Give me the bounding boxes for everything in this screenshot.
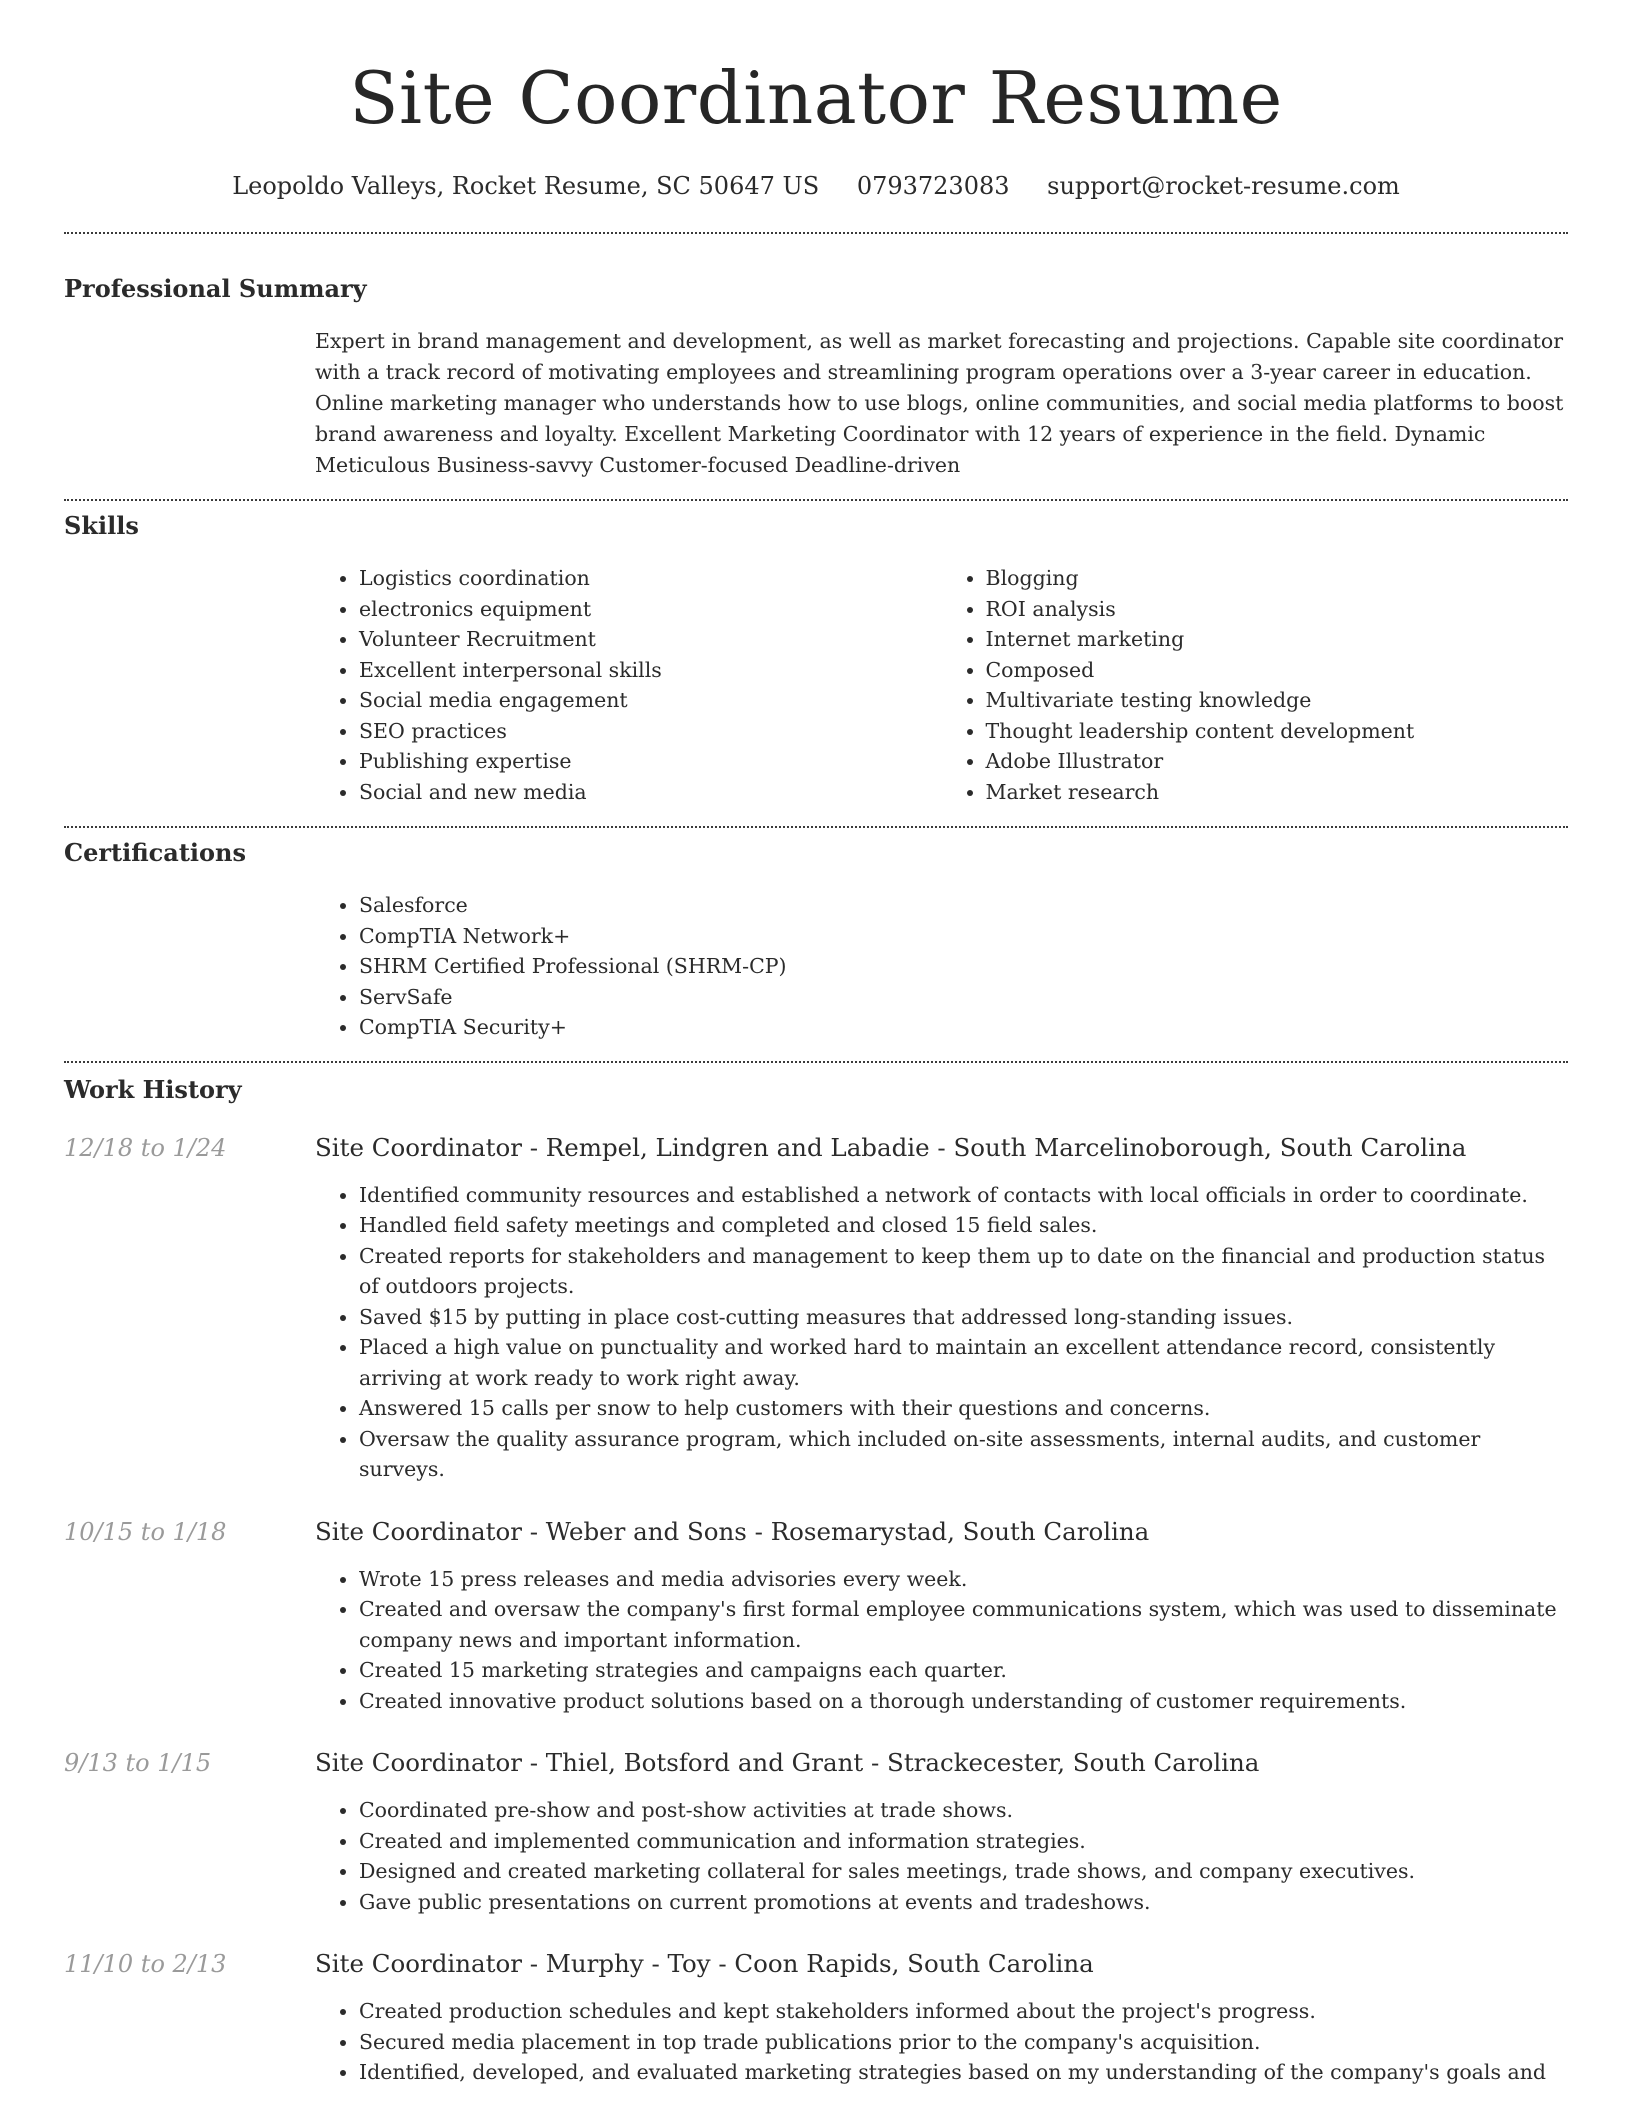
job-bullet: • Created reports for stakeholders and management to keep them up to date on the financial and production status of outdoors projects. <box>359 1241 1568 1302</box>
skills-list <box>315 563 1568 807</box>
certification-item: • CompTIA Security+ <box>359 1012 1568 1043</box>
job-bullet: • Placed a high value on punctuality and worked hard to maintain an excellent attendance record, consistently arriving at work ready to work right away. <box>359 1332 1568 1393</box>
job-bullets <box>315 1996 1568 2088</box>
job-bullet: • Designed and created marketing collateral for sales meetings, trade shows, and company executives. <box>359 1856 1568 1887</box>
divider <box>64 499 1568 501</box>
contact-email: support@rocket-resume.com <box>1047 172 1400 200</box>
job-bullet: • Identified community resources and established a network of contacts with local officials in order to coordinate. <box>359 1180 1568 1211</box>
job-bullet: • Coordinated pre-show and post-show activities at trade shows. <box>359 1795 1568 1826</box>
skills-column-right <box>942 563 1569 807</box>
job-title: Site Coordinator - Thiel, Botsford and Grant - Strackecester, South Carolina <box>315 1748 1260 1777</box>
work-history-heading: Work History <box>64 1074 242 1104</box>
skills-heading: Skills <box>64 511 139 540</box>
job-entry <box>64 1747 1568 1779</box>
job-bullet: • Gave public presentations on current promotions at events and tradeshows. <box>359 1887 1568 1918</box>
skills-column-left <box>315 563 942 807</box>
summary-heading: Professional Summary <box>64 274 367 303</box>
job-bullet: • Handled field safety meetings and completed and closed 15 field sales. <box>359 1210 1568 1241</box>
job-bullet: • Created production schedules and kept stakeholders informed about the project's progress. <box>359 1996 1568 2027</box>
resume-title: Site Coordinator Resume <box>349 56 1283 140</box>
divider <box>64 1061 1568 1063</box>
skill-item: • ROI analysis <box>986 594 1569 625</box>
skill-item: • Social and new media <box>359 777 942 808</box>
skill-item: • Social media engagement <box>359 685 942 716</box>
skill-item: • Market research <box>986 777 1569 808</box>
job-bullet: • Oversaw the quality assurance program, which included on-site assessments, internal audits, and customer surveys. <box>359 1424 1568 1485</box>
job-bullet: • Identified, developed, and evaluated marketing strategies based on my understanding of the company's goals and <box>359 2057 1568 2088</box>
job-bullet: • Created 15 marketing strategies and campaigns each quarter. <box>359 1655 1568 1686</box>
contact-line <box>64 170 1568 202</box>
skill-item: • Thought leadership content development <box>986 716 1569 747</box>
job-bullet: • Saved $15 by putting in place cost-cutting measures that addressed long-standing issues. <box>359 1302 1568 1333</box>
job-bullet: • Secured media placement in top trade publications prior to the company's acquisition. <box>359 2027 1568 2058</box>
job-entry <box>64 1132 1568 1164</box>
job-title: Site Coordinator - Murphy - Toy - Coon Rapids, South Carolina <box>315 1949 1094 1978</box>
job-title: Site Coordinator - Weber and Sons - Rosemarystad, South Carolina <box>315 1516 1150 1546</box>
job-entry <box>64 1516 1568 1548</box>
divider <box>64 232 1568 234</box>
summary-text: Expert in brand management and development, as well as market forecasting and projections. Capable site coordinator with a track record of motivating employees and streamlining program operations over a 3-year career in education. Online marketing manager who understands how to use blogs, online communities, and social media platforms to boost brand awareness and loyalty. Excellent Marketing Coordinator with 12 years of experience in the field. Dynamic Meticulous Business-savvy Customer-focused Deadline-driven <box>315 329 1564 477</box>
job-bullet: • Created and implemented communication and information strategies. <box>359 1826 1568 1857</box>
skill-item: • Blogging <box>986 563 1569 594</box>
certifications-list <box>315 890 1568 1043</box>
skill-item: • Volunteer Recruitment <box>359 624 942 655</box>
job-bullet: • Answered 15 calls per snow to help customers with their questions and concerns. <box>359 1393 1568 1424</box>
skill-item: • Publishing expertise <box>359 746 942 777</box>
job-bullets <box>315 1795 1568 1917</box>
job-dates: 12/18 to 1/24 <box>64 1133 227 1162</box>
skill-item: • Composed <box>986 655 1569 686</box>
job-title: Site Coordinator - Rempel, Lindgren and Labadie - South Marcelinoborough, South Carolina <box>315 1132 1467 1162</box>
job-dates: 11/10 to 2/13 <box>64 1950 227 1978</box>
job-dates: 10/15 to 1/18 <box>64 1517 227 1546</box>
skill-item: • Adobe Illustrator <box>986 746 1569 777</box>
certification-item: • Salesforce <box>359 890 1568 921</box>
skill-item: • Multivariate testing knowledge <box>986 685 1569 716</box>
certification-item: • ServSafe <box>359 982 1568 1013</box>
certifications-heading: Certifications <box>64 838 247 867</box>
certification-item: • SHRM Certified Professional (SHRM-CP) <box>359 951 1568 982</box>
job-bullets <box>315 1180 1568 1485</box>
job-bullet: • Created and oversaw the company's first formal employee communications system, which was used to disseminate company news and important information. <box>359 1594 1568 1655</box>
job-bullets <box>315 1564 1568 1717</box>
contact-address: Leopoldo Valleys, Rocket Resume, SC 50647 US <box>232 172 820 200</box>
contact-phone: 0793723083 <box>856 172 1010 200</box>
skill-item: • Excellent interpersonal skills <box>359 655 942 686</box>
job-entry <box>64 1948 1568 1980</box>
skill-item: • SEO practices <box>359 716 942 747</box>
certification-item: • CompTIA Network+ <box>359 921 1568 952</box>
skill-item: • Logistics coordination <box>359 563 942 594</box>
divider <box>64 826 1568 828</box>
job-bullet: • Wrote 15 press releases and media advisories every week. <box>359 1564 1568 1595</box>
skill-item: • electronics equipment <box>359 594 942 625</box>
job-dates: 9/13 to 1/15 <box>64 1749 212 1777</box>
resume-page <box>64 0 1568 2088</box>
skill-item: • Internet marketing <box>986 624 1569 655</box>
job-bullet: • Created innovative product solutions based on a thorough understanding of customer requirements. <box>359 1686 1568 1717</box>
